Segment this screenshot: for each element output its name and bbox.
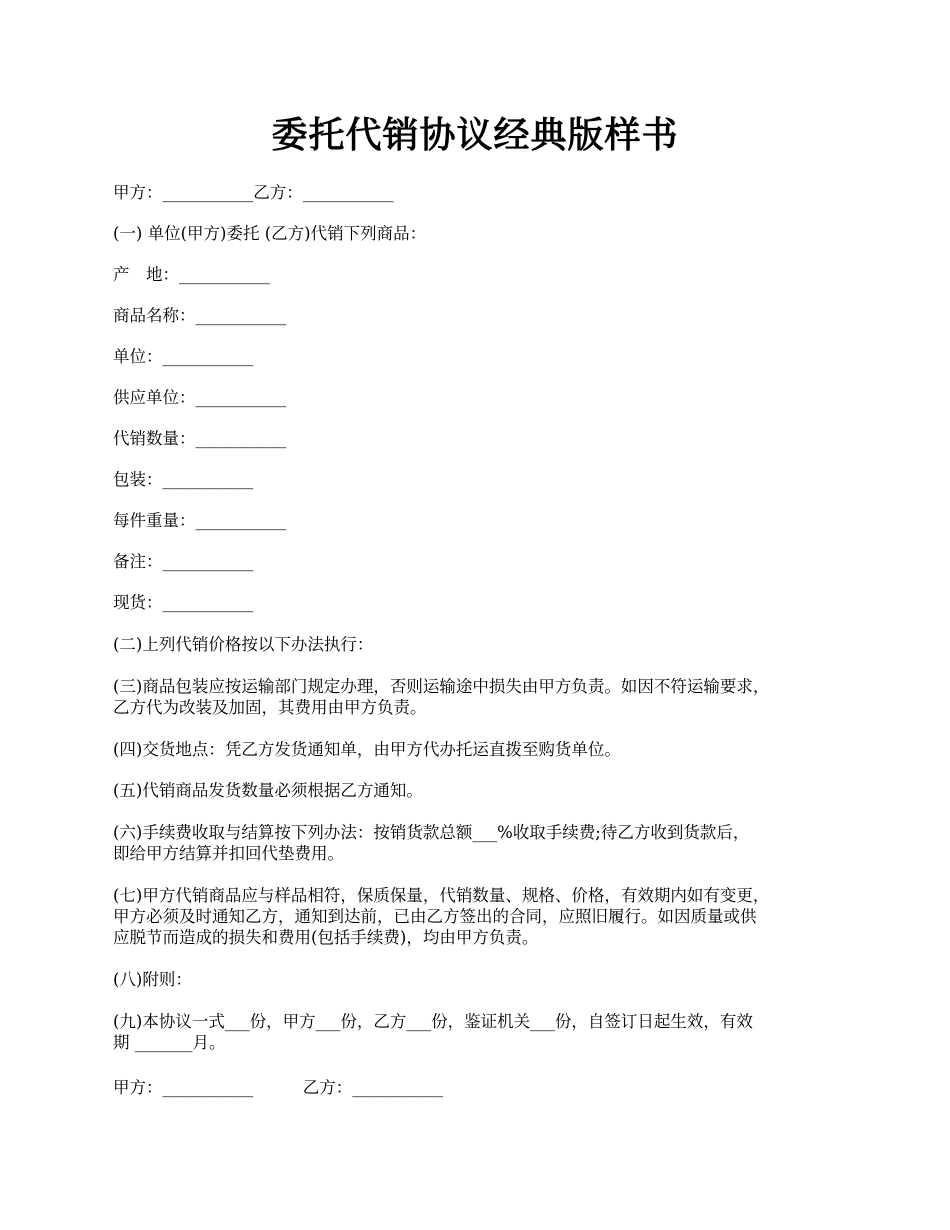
clause-5: (五)代销商品发货数量必须根据乙方通知。 [113, 781, 423, 800]
party-line: 甲方：___________乙方：___________ [113, 183, 394, 202]
field-origin: 产 地：___________ [113, 265, 270, 284]
document-title: 委托代销协议经典版样书 [271, 115, 679, 156]
clause-2: (二)上列代销价格按以下办法执行： [113, 635, 374, 654]
field-packaging: 包装：___________ [113, 470, 254, 489]
field-unit: 单位：___________ [113, 347, 254, 366]
clause-3: (三)商品包装应按运输部门规定办理，否则运输途中损失由甲方负责。如因不符运输要求， 乙方代为改装及加固，其费用由甲方负责。 [113, 677, 770, 717]
field-notes: 备注：___________ [113, 552, 254, 571]
clause-1: (一) 单位(甲方)委托 (乙方)代销下列商品： [113, 224, 427, 243]
clause-4: (四)交货地点：凭乙方发货通知单，由甲方代办托运直拨至购货单位。 [113, 740, 621, 759]
clause-7: (七)甲方代销商品应与样品相符，保质保量，代销数量、规格、价格，有效期内如有变更， 甲方必须及时通知乙方，通知到达前，已由乙方签出的合同，应照旧履行。如因质量或供 应脱节而造成的损失和费用(包括手续费)，均由甲方负责。 [113, 886, 770, 947]
field-stock: 现货：___________ [113, 593, 254, 612]
clause-9: (九)本协议一式___份，甲方___份，乙方___份，鉴证机关___份，自签订日起生效，有效 期 _______月。 [113, 1012, 753, 1052]
field-quantity: 代销数量：___________ [113, 429, 287, 448]
signature-line: 甲方：___________ 乙方：___________ [113, 1078, 443, 1097]
field-product-name: 商品名称：___________ [113, 306, 287, 325]
field-supplier: 供应单位：___________ [113, 388, 287, 407]
clause-6: (六)手续费收取与结算按下列办法：按销货款总额___%收取手续费;待乙方收到货款后， 即给甲方结算并扣回代垫费用。 [113, 823, 750, 863]
field-weight: 每件重量：___________ [113, 511, 287, 530]
clause-8: (八)附则： [113, 970, 192, 989]
